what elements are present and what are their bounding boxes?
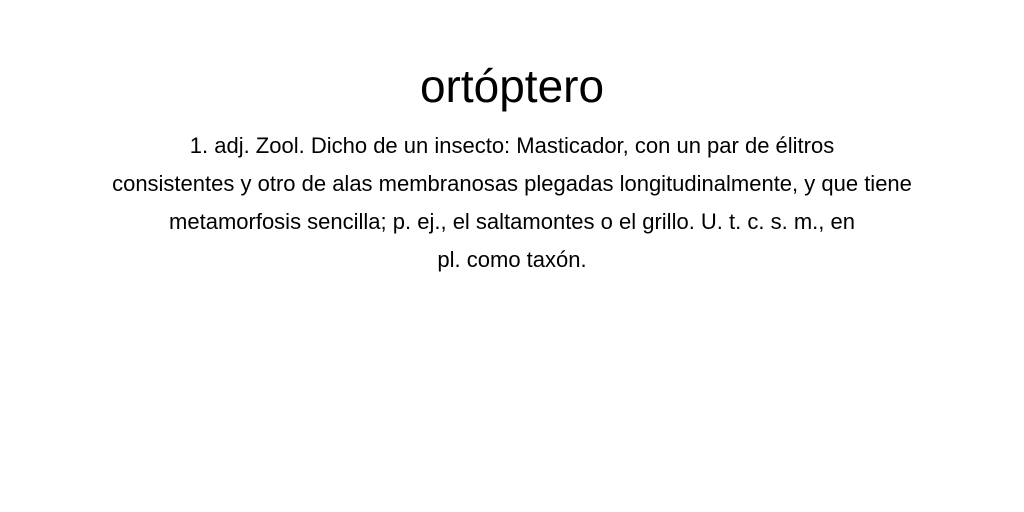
entry-definition (40, 127, 984, 279)
definition-line-2: consistentes y otro de alas membranosas plegadas longitudinalmente, y que tiene (112, 171, 912, 196)
definition-line-3: metamorfosis sencilla; p. ej., el saltamontes o el grillo. U. t. c. s. m., en (169, 209, 855, 234)
definition-line-4: pl. como taxón. (437, 247, 587, 272)
entry-headword: ortóptero (419, 60, 605, 112)
definition-line-1: 1. adj. Zool. Dicho de un insecto: Masticador, con un par de élitros (189, 133, 835, 158)
